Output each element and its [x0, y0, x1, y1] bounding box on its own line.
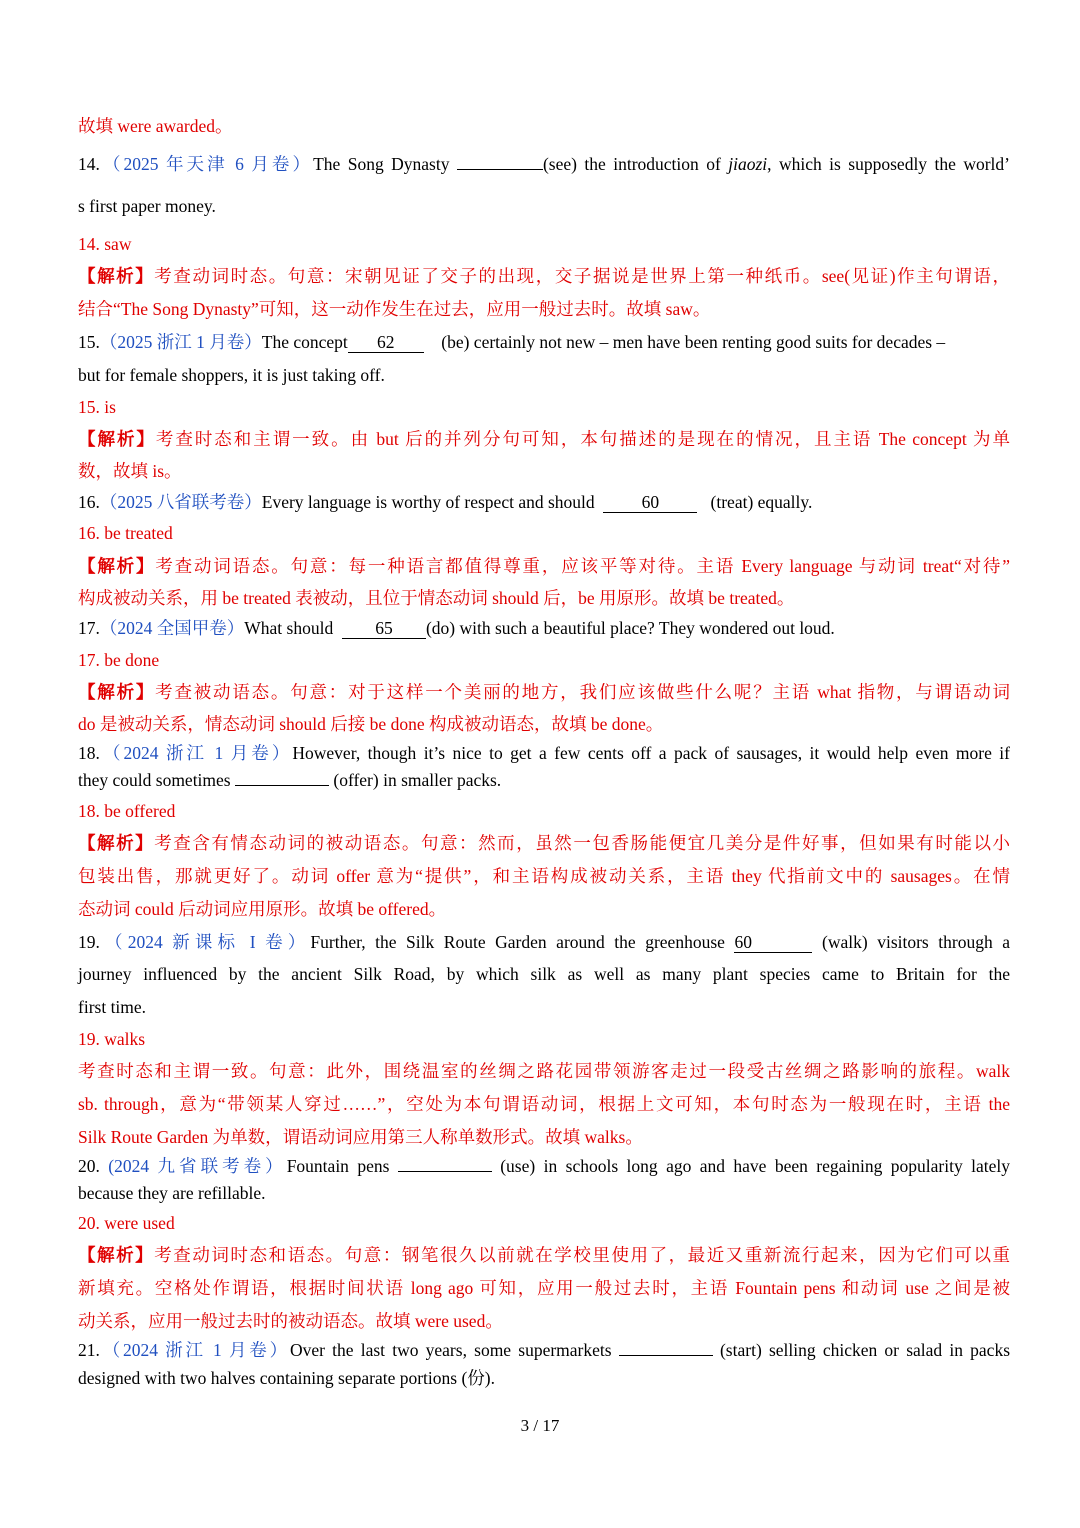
question-18 [78, 741, 1010, 765]
question-number: 16. [78, 492, 100, 512]
question-19-cont: journey influenced by the ancient Silk Road, by which silk as well as many plant species came to Britain for the [78, 964, 1010, 984]
question-15-cont: but for female shoppers, it is just taking off. [78, 365, 385, 385]
question-text: What should [244, 618, 334, 638]
explanation-20 [78, 1243, 1010, 1267]
explanation-18 [78, 831, 1010, 855]
question-source: （2024 全国甲卷） [99, 618, 245, 638]
explanation-text: 考查动词时态。句意：宋朝见证了交子的出现，交子据说是世界上第一种纸币。see(见证)作主句谓语， [154, 266, 1011, 286]
question-21 [78, 1338, 1010, 1362]
question-18-cont [78, 768, 1010, 792]
question-text: Over the last two years, some supermarkets [289, 1340, 612, 1360]
question-text: (use) in schools long ago and have been regaining popularity lately [500, 1156, 1010, 1176]
explanation-text: 考查含有情态动词的被动语态。句意：然而，虽然一包香肠能便宜几美分是件好事，但如果有时能以小 [154, 833, 1011, 853]
question-source: （2025 浙江 1 月卷） [99, 332, 262, 352]
question-text: Further, the Silk Route Garden around the greenhouse [310, 932, 725, 952]
explanation-tag: 【解析】 [78, 833, 155, 853]
question-text: , which is supposedly the world’ [767, 154, 1010, 174]
explanation-15-cont: 数，故填 is。 [78, 461, 182, 481]
explanation-17 [78, 680, 1010, 704]
question-20-cont: because they are refillable. [78, 1183, 266, 1203]
explanation-tag: 【解析】 [78, 682, 156, 702]
question-21-cont: designed with two halves containing separate portions (份). [78, 1368, 495, 1388]
question-source: （2025 八省联考卷） [99, 492, 262, 512]
answer-blank: 62 [348, 332, 424, 353]
question-19 [78, 930, 1010, 954]
question-16 [78, 490, 1010, 514]
question-14 [78, 152, 1010, 176]
question-text: (start) selling chicken or salad in packs [719, 1340, 1011, 1360]
question-text: The concept [261, 332, 348, 352]
explanation-17-cont: do 是被动关系，情态动词 should 后接 be done 构成被动语态，故填 be done。 [78, 714, 664, 734]
question-number: 14. [78, 154, 100, 174]
question-source: （2024 浙江 1 月卷） [99, 743, 293, 763]
question-14-cont: s first paper money. [78, 196, 216, 216]
question-text: However, though it’s nice to get a few cents off a pack of sausages, it would help even more if [292, 743, 1011, 763]
explanation-19-cont: Silk Route Garden 为单数，谓语动词应用第三人称单数形式。故填 walks。 [78, 1127, 643, 1147]
answer-16: 16. be treated [78, 523, 173, 543]
question-17 [78, 616, 1010, 640]
page-number: 3 / 17 [520, 1416, 560, 1435]
answer-15: 15. is [78, 397, 116, 417]
explanation-20-cont: 动关系，应用一般过去时的被动语态。故填 were used。 [78, 1311, 503, 1331]
explanation-tag: 【解析】 [78, 1245, 155, 1265]
question-text: (offer) in smaller packs. [333, 770, 502, 790]
answer-tail-13: 故填 were awarded。 [78, 116, 233, 136]
answer-19: 19. walks [78, 1029, 146, 1049]
explanation-tag: 【解析】 [78, 556, 156, 576]
explanation-14 [78, 264, 1010, 288]
answer-blank [457, 169, 543, 170]
answer-blank: 65 [342, 618, 426, 639]
question-text: Fountain pens [286, 1156, 390, 1176]
explanation-14-cont: 结合“The Song Dynasty”可知，这一动作发生在过去，应用一般过去时。故填 saw。 [78, 299, 711, 319]
question-text: Every language is worthy of respect and should [261, 492, 595, 512]
question-italic-word: jiaozi [728, 154, 768, 174]
question-text: (treat) equally. [710, 492, 813, 512]
question-number: 19. [78, 932, 100, 952]
explanation-20-cont: 新填充。空格处作谓语，根据时间状语 long ago 可知，应用一般过去时，主语 Fountain pens 和动词 use 之间是被 [78, 1278, 1010, 1298]
answer-blank [619, 1355, 713, 1356]
explanation-16-cont: 构成被动关系，用 be treated 表被动，且位于情态动词 should 后，be 用原形。故填 be treated。 [78, 588, 795, 608]
answer-14: 14. saw [78, 234, 132, 254]
question-source: (2024 九省联考卷） [108, 1156, 287, 1176]
question-source: （2024 浙江 1 月卷） [99, 1340, 290, 1360]
explanation-15 [78, 427, 1010, 451]
question-source: （2025 年天津 6 月卷） [99, 154, 314, 174]
question-number: 20. [78, 1156, 100, 1176]
question-text: (see) the introduction of [542, 154, 729, 174]
answer-20: 20. were used [78, 1213, 175, 1233]
answer-blank [398, 1171, 492, 1172]
question-text: (be) certainly not new – men have been renting good suits for decades – [441, 332, 946, 352]
answer-17: 17. be done [78, 650, 160, 670]
explanation-tag: 【解析】 [78, 266, 155, 286]
question-number: 17. [78, 618, 100, 638]
question-source: （2024 新课标 I 卷） [99, 932, 311, 952]
explanation-text: 考查时态和主谓一致。由 but 后的并列分句可知，本句描述的是现在的情况，且主语 The concept 为单 [155, 429, 1011, 449]
question-text: they could sometimes [78, 770, 231, 790]
explanation-text: 考查动词时态和语态。句意：钢笔很久以前就在学校里使用了，最近又重新流行起来，因为它们可以重 [154, 1245, 1011, 1265]
explanation-tag: 【解析】 [78, 429, 156, 449]
question-text: (do) with such a beautiful place? They wondered out loud. [425, 618, 835, 638]
answer-blank [235, 785, 329, 786]
explanation-19-cont: sb. through，意为“带领某人穿过……”，空处为本句谓语动词，根据上文可知，本句时态为一般现在时，主语 the [78, 1094, 1010, 1114]
answer-blank: 60 [734, 932, 812, 953]
explanation-text: 考查动词语态。句意：每一种语言都值得尊重，应该平等对待。主语 Every language 与动词 treat“对待” [155, 556, 1010, 576]
question-text: The Song Dynasty [313, 154, 450, 174]
question-19-cont: first time. [78, 997, 147, 1017]
explanation-text: 考查被动语态。句意：对于这样一个美丽的地方，我们应该做些什么呢？主语 what 指物，与谓语动词 [155, 682, 1011, 702]
explanation-18-cont: 态动词 could 后动词应用原形。故填 be offered。 [78, 899, 447, 919]
question-20 [78, 1154, 1010, 1178]
question-number: 21. [78, 1340, 100, 1360]
question-number: 18. [78, 743, 100, 763]
answer-18: 18. be offered [78, 801, 176, 821]
answer-blank: 60 [603, 492, 697, 513]
question-number: 15. [78, 332, 100, 352]
explanation-18-cont: 包装出售，那就更好了。动词 offer 意为“提供”，和主语构成被动关系，主语 they 代指前文中的 sausages。在情 [78, 866, 1010, 886]
explanation-19: 考查时态和主谓一致。句意：此外，围绕温室的丝绸之路花园带领游客走过一段受古丝绸之路影响的旅程。walk [78, 1061, 1010, 1081]
explanation-16 [78, 554, 1010, 578]
question-text: (walk) visitors through a [822, 932, 1011, 952]
question-15 [78, 330, 1010, 354]
